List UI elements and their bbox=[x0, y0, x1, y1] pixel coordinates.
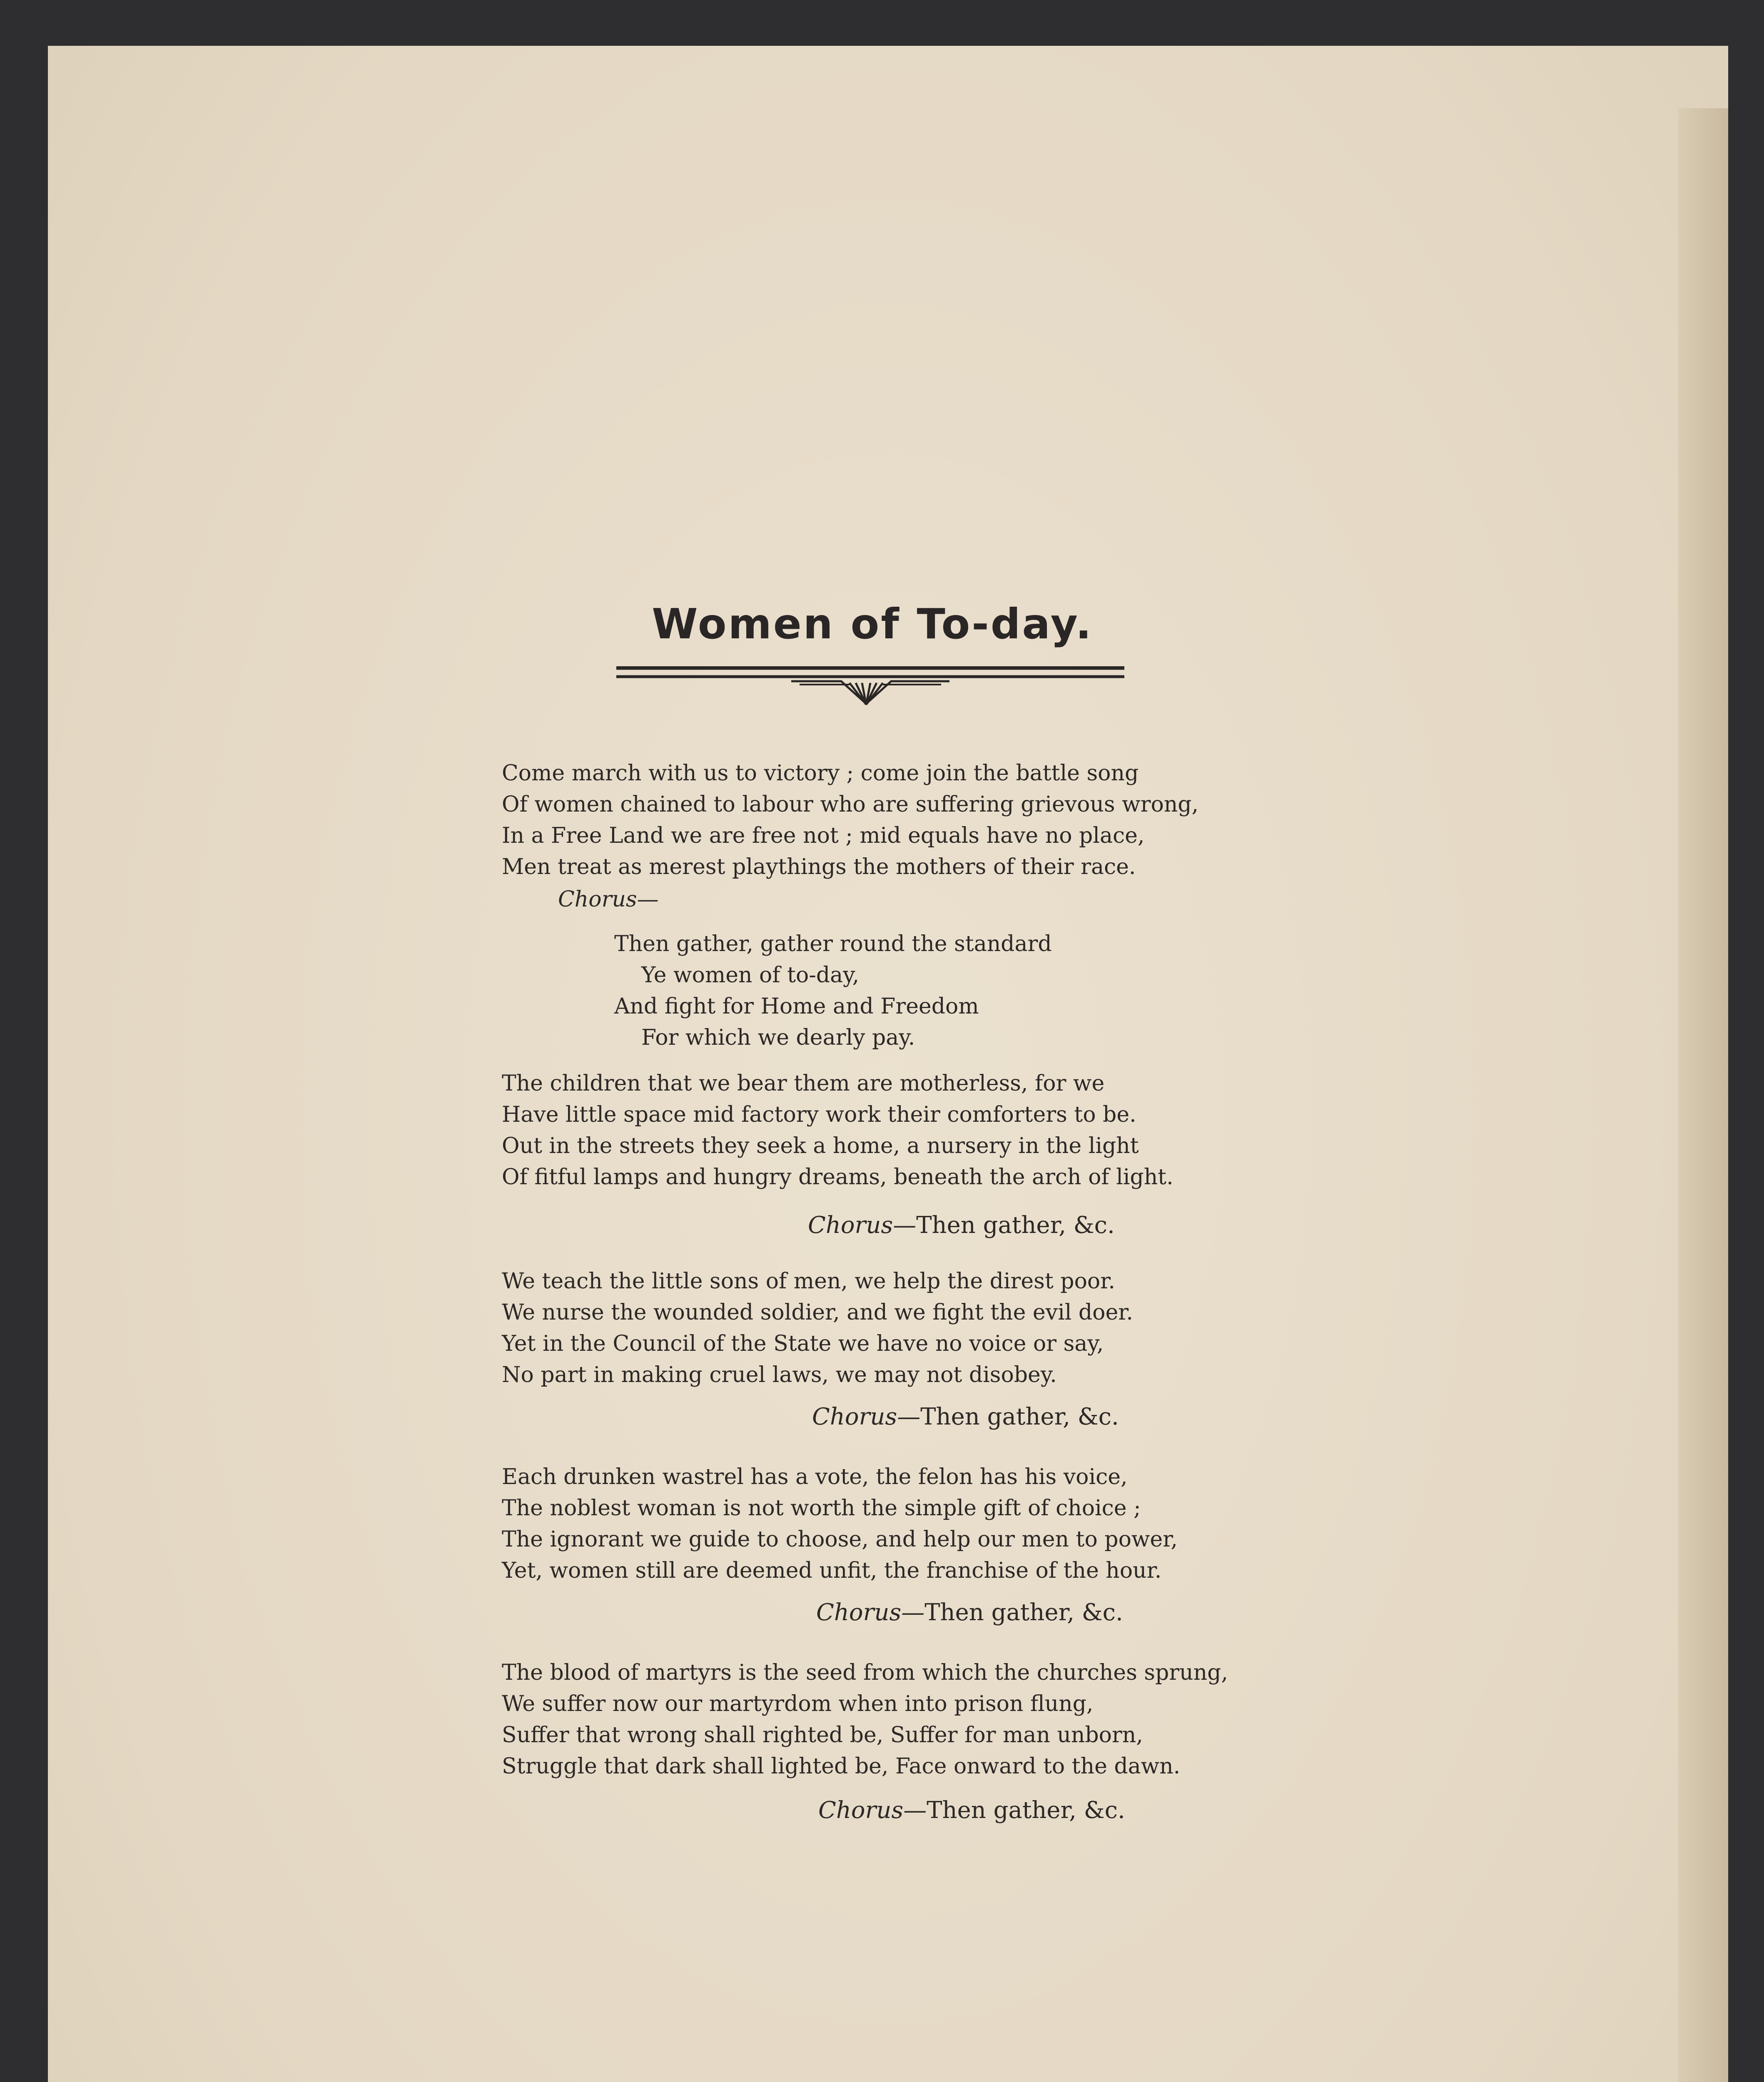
chorus-ref-label: Chorus— bbox=[808, 1212, 917, 1239]
verse-line: The noblest woman is not worth the simple gift of choice ; bbox=[502, 1496, 1141, 1521]
verse-line: Yet, women still are deemed unfit, the franchise of the hour. bbox=[502, 1558, 1162, 1583]
title-ornament bbox=[616, 666, 1124, 712]
verse-line: The children that we bear them are motherless, for we bbox=[502, 1071, 1105, 1096]
verse-line: Have little space mid factory work their comforters to be. bbox=[502, 1102, 1136, 1127]
chorus-reference bbox=[816, 1599, 1123, 1626]
verse-line: Each drunken wastrel has a vote, the felon has his voice, bbox=[502, 1464, 1128, 1489]
chorus-line: And fight for Home and Freedom bbox=[614, 994, 979, 1019]
verse-line: No part in making cruel laws, we may not disobey. bbox=[502, 1362, 1057, 1387]
chorus-line: Ye women of to-day, bbox=[641, 963, 860, 988]
stanza-3 bbox=[502, 1266, 1133, 1391]
chorus-line: For which we dearly pay. bbox=[641, 1025, 915, 1050]
verse-line: Come march with us to victory ; come join the battle song bbox=[502, 761, 1139, 786]
chorus-ref-label: Chorus— bbox=[818, 1797, 927, 1824]
verse-line: The ignorant we guide to choose, and help our men to power, bbox=[502, 1527, 1178, 1552]
chorus-ref-text: Then gather, &c. bbox=[927, 1797, 1125, 1824]
verse-line: We suffer now our martyrdom when into prison flung, bbox=[502, 1691, 1094, 1716]
chorus-line: Then gather, gather round the standard bbox=[614, 931, 1052, 956]
chorus-reference bbox=[812, 1403, 1119, 1430]
chorus-reference bbox=[818, 1797, 1125, 1824]
verse-line: We teach the little sons of men, we help the direst poor. bbox=[502, 1269, 1115, 1294]
chorus-reference bbox=[808, 1212, 1115, 1239]
verse-line: Of fitful lamps and hungry dreams, beneath the arch of light. bbox=[502, 1165, 1174, 1190]
chorus-ref-text: Then gather, &c. bbox=[920, 1403, 1119, 1430]
verse-line: Men treat as merest playthings the mothers of their race. bbox=[502, 854, 1136, 879]
verse-line: Of women chained to labour who are suffering grievous wrong, bbox=[502, 792, 1199, 817]
chorus-block bbox=[614, 929, 1052, 1053]
verse-line: Suffer that wrong shall righted be, Suffer for man unborn, bbox=[502, 1723, 1143, 1748]
verse-line: Struggle that dark shall lighted be, Face onward to the dawn. bbox=[502, 1754, 1181, 1779]
stanza-5 bbox=[502, 1657, 1228, 1782]
chorus-ref-label: Chorus— bbox=[812, 1403, 921, 1430]
chorus-label: Chorus— bbox=[558, 887, 659, 912]
chorus-ref-label: Chorus— bbox=[816, 1599, 925, 1626]
stanza-4 bbox=[502, 1462, 1178, 1586]
verse-line: Yet in the Council of the State we have no voice or say, bbox=[502, 1331, 1104, 1356]
chorus-ref-text: Then gather, &c. bbox=[924, 1599, 1123, 1626]
verse-line: We nurse the wounded soldier, and we fight the evil doer. bbox=[502, 1300, 1133, 1325]
stanza-2 bbox=[502, 1068, 1174, 1193]
verse-line: In a Free Land we are free not ; mid equals have no place, bbox=[502, 823, 1145, 848]
page-edge-shadow bbox=[1678, 108, 1728, 2082]
verse-line: The blood of martyrs is the seed from which the churches sprung, bbox=[502, 1660, 1228, 1685]
verse-line: Out in the streets they seek a home, a nursery in the light bbox=[502, 1133, 1139, 1158]
stanza-1 bbox=[502, 758, 1198, 883]
chorus-ref-text: Then gather, &c. bbox=[916, 1212, 1115, 1239]
poem-title: Women of To-day. bbox=[652, 600, 1093, 648]
